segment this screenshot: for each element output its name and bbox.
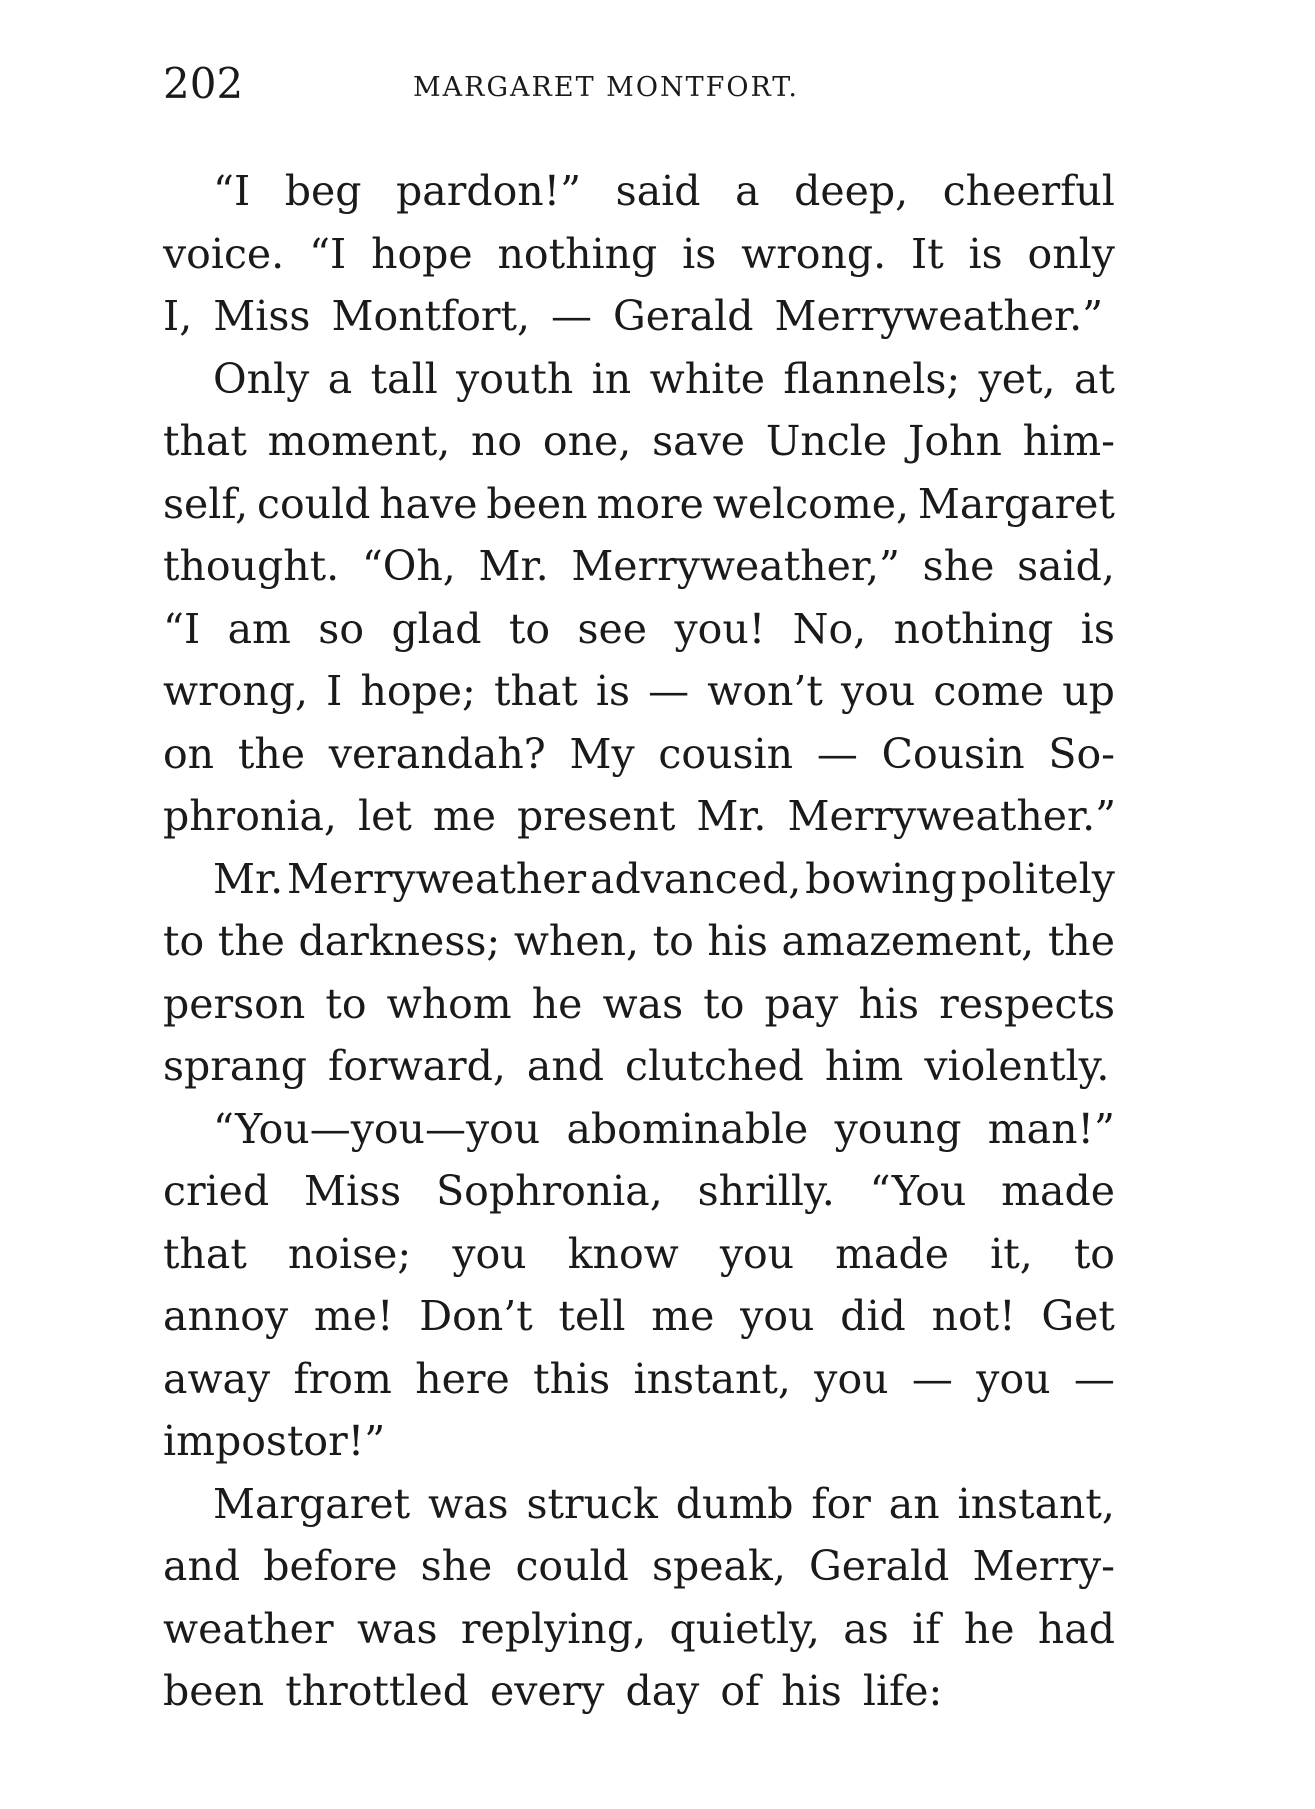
book-page <box>163 58 1115 1723</box>
word: his <box>707 917 768 965</box>
text-line: been throttled every day of his life: <box>163 1667 943 1715</box>
word: hope <box>371 229 473 278</box>
word: him- <box>1022 417 1115 465</box>
word: shrilly. <box>697 1167 835 1215</box>
word: to <box>163 917 205 965</box>
word: welcome, <box>712 479 910 528</box>
text-line: phronia, let me present Mr. Merryweather.” <box>163 792 1117 840</box>
word: said, <box>1017 542 1115 590</box>
word: speak, <box>651 1542 786 1590</box>
text-line: I, Miss Montfort, — Gerald Merryweather.” <box>163 292 1104 340</box>
word: to <box>325 979 367 1028</box>
text-line <box>163 723 1115 786</box>
word: whom <box>386 979 512 1028</box>
word: Miss <box>304 1167 402 1215</box>
word: you <box>452 1229 527 1278</box>
word: “I <box>309 229 347 278</box>
text-line <box>163 660 1115 723</box>
word: voice. <box>163 229 285 278</box>
word: Cousin <box>881 729 1025 778</box>
word: you <box>740 1292 815 1340</box>
word: here <box>415 1354 510 1403</box>
word: not! <box>931 1292 1016 1340</box>
word: Uncle <box>765 417 888 465</box>
word: self, <box>163 479 249 528</box>
word: hope; <box>360 667 476 715</box>
word: Mr. <box>478 542 549 590</box>
word: person <box>163 979 306 1028</box>
text-line <box>163 348 1115 411</box>
word: on <box>163 729 215 778</box>
word: darkness; <box>298 917 501 965</box>
word: “You <box>869 1167 967 1215</box>
word: away <box>163 1354 271 1403</box>
word: he <box>963 1604 1015 1653</box>
word: — <box>816 729 858 778</box>
word: was <box>356 1604 438 1653</box>
word: that <box>493 667 578 715</box>
word: flannels; <box>783 354 961 403</box>
word: you! <box>674 604 766 653</box>
text-line <box>163 473 1115 536</box>
word: young <box>834 1104 962 1153</box>
text-line <box>163 410 1115 473</box>
word: a <box>327 354 353 403</box>
word: the <box>217 917 285 965</box>
word: to <box>1073 1229 1115 1278</box>
text-line: impostor!” <box>163 1417 386 1465</box>
word: Gerald <box>808 1542 950 1590</box>
word: Margaret <box>213 1479 411 1528</box>
word: did <box>840 1292 906 1340</box>
text-line <box>163 535 1115 598</box>
word: deep, <box>794 167 909 215</box>
word: cousin <box>658 729 794 778</box>
word: bowing <box>805 854 957 903</box>
word: is <box>682 229 717 278</box>
word: abominable <box>566 1104 809 1153</box>
text-line <box>163 1285 1115 1348</box>
word: for <box>811 1479 871 1528</box>
word: — <box>911 1354 953 1403</box>
word: respects <box>939 979 1115 1028</box>
word: that <box>163 417 247 465</box>
word: me! <box>313 1292 394 1340</box>
word: you <box>841 667 916 715</box>
word: come <box>933 667 1045 715</box>
word: am <box>227 604 291 653</box>
text-line <box>163 1160 1115 1223</box>
text-line <box>163 160 1115 223</box>
word: Merryweather <box>286 854 587 903</box>
word: was <box>427 1479 509 1528</box>
word: No, <box>792 604 867 653</box>
word: Merry- <box>972 1542 1115 1590</box>
word: moment, <box>267 417 451 465</box>
word: when, <box>513 917 640 965</box>
word: “I <box>213 167 251 215</box>
word: to <box>508 604 551 653</box>
word: — <box>1073 1354 1115 1403</box>
word: so <box>318 604 365 653</box>
word: more <box>596 479 704 528</box>
word: you <box>814 1354 889 1403</box>
word: an <box>888 1479 940 1528</box>
word: won’t <box>707 667 823 715</box>
word: tell <box>558 1292 626 1340</box>
word: Don’t <box>419 1292 533 1340</box>
text-line <box>163 1223 1115 1286</box>
word: one, <box>542 417 632 465</box>
word: at <box>1073 354 1115 403</box>
text-line <box>163 1348 1115 1411</box>
word: beg <box>284 167 362 215</box>
word: only <box>1027 229 1115 278</box>
word: wrong. <box>741 229 887 278</box>
word: advanced, <box>590 854 802 903</box>
word: cried <box>163 1167 270 1215</box>
text-line <box>163 848 1115 911</box>
word: John <box>907 417 1002 465</box>
word: the <box>237 729 306 778</box>
word: in <box>591 354 632 403</box>
word: this <box>533 1354 611 1403</box>
text-line: sprang forward, and clutched him violently. <box>163 1042 1110 1090</box>
word: quietly, <box>669 1604 820 1653</box>
word: have <box>379 479 478 528</box>
word: dumb <box>675 1479 794 1528</box>
word: is <box>968 229 1003 278</box>
word: tall <box>370 354 438 403</box>
word: pay <box>764 979 839 1028</box>
word: that <box>163 1229 247 1278</box>
word: instant, <box>957 1479 1115 1528</box>
word: know <box>567 1229 679 1278</box>
word: “Oh, <box>361 542 456 590</box>
word: if <box>912 1604 941 1653</box>
word: verandah? <box>328 729 546 778</box>
word: “I <box>163 604 201 653</box>
word: Only <box>213 354 310 403</box>
word: “You—you—you <box>213 1104 541 1153</box>
word: a <box>735 167 760 215</box>
text-line <box>163 1473 1115 1536</box>
text-line <box>163 910 1115 973</box>
word: before <box>263 1542 398 1590</box>
word: up <box>1062 667 1115 715</box>
word: Margaret <box>917 479 1115 528</box>
word: nothing <box>497 229 658 278</box>
word: thought. <box>163 542 340 590</box>
word: So- <box>1048 729 1115 778</box>
word: save <box>652 417 746 465</box>
word: instant, <box>633 1354 791 1403</box>
word: Sophronia, <box>436 1167 663 1215</box>
word: politely <box>960 854 1115 903</box>
word: to <box>652 917 694 965</box>
word: replying, <box>460 1604 647 1653</box>
word: amazement, <box>781 917 1035 965</box>
word: his <box>858 979 919 1028</box>
page-header <box>163 58 1115 118</box>
page-number: 202 <box>163 59 244 108</box>
word: My <box>569 729 635 778</box>
word: weather <box>163 1604 334 1653</box>
word: Merryweather,” <box>571 542 900 590</box>
word: had <box>1037 1604 1115 1653</box>
word: you <box>976 1354 1051 1403</box>
word: glad <box>391 604 482 653</box>
word: I <box>326 667 343 715</box>
word: no <box>471 417 523 465</box>
word: nothing <box>893 604 1054 653</box>
word: yet, <box>978 354 1056 403</box>
word: noise; <box>287 1229 412 1278</box>
text-line <box>163 1535 1115 1598</box>
text-line <box>163 223 1115 286</box>
word: is <box>1080 604 1115 653</box>
text-line <box>163 1098 1115 1161</box>
word: from <box>293 1354 392 1403</box>
word: Get <box>1041 1292 1115 1340</box>
word: she <box>922 542 995 590</box>
word: cheerful <box>942 167 1115 215</box>
word: wrong, <box>163 667 309 715</box>
word: struck <box>526 1479 658 1528</box>
word: could <box>515 1542 629 1590</box>
word: the <box>1047 917 1115 965</box>
word: made <box>835 1229 950 1278</box>
running-head: MARGARET MONTFORT. <box>413 72 799 103</box>
word: man!” <box>987 1104 1115 1153</box>
word: been <box>486 479 588 528</box>
word: was <box>602 979 684 1028</box>
word: said <box>615 167 701 215</box>
word: see <box>577 604 648 653</box>
word: Mr. <box>213 854 284 903</box>
word: — <box>648 667 690 715</box>
word: to <box>703 979 745 1028</box>
word: pardon!” <box>396 167 582 215</box>
word: it, <box>990 1229 1033 1278</box>
word: youth <box>456 354 574 403</box>
word: white <box>649 354 765 403</box>
word: is <box>595 667 631 715</box>
word: It <box>911 229 944 278</box>
word: could <box>257 479 371 528</box>
word: annoy <box>163 1292 289 1340</box>
text-line <box>163 973 1115 1036</box>
text-line <box>163 598 1115 661</box>
word: and <box>163 1542 241 1590</box>
word: me <box>651 1292 715 1340</box>
word: he <box>531 979 583 1028</box>
word: you <box>719 1229 795 1278</box>
word: she <box>420 1542 493 1590</box>
body-text <box>163 160 1115 1723</box>
word: as <box>843 1604 889 1653</box>
word: made <box>1001 1167 1115 1215</box>
text-line <box>163 1598 1115 1661</box>
